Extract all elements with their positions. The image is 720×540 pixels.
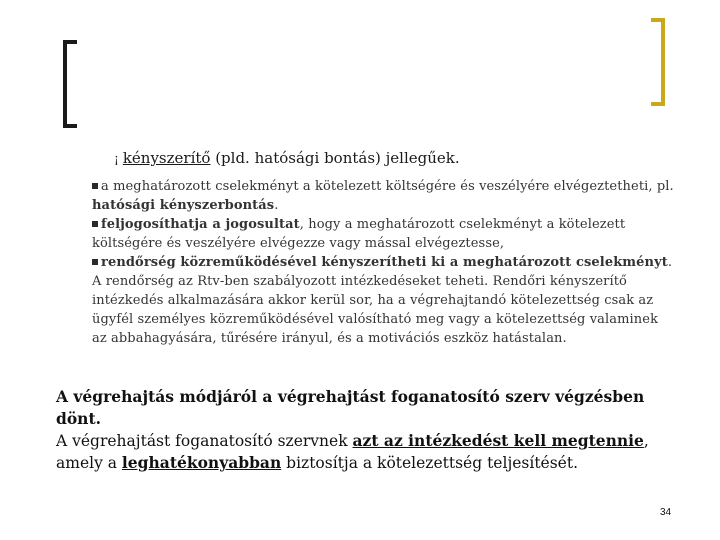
main-line-1 <box>56 386 676 430</box>
bullet-2-bold: feljogosíthatja a jogosultat <box>101 217 300 232</box>
page-number: 34 <box>660 507 672 518</box>
right-bracket-decoration <box>651 18 665 106</box>
square-bullet-icon <box>92 183 98 189</box>
main-p2-b: azt az intézkedést kell megtennie <box>352 431 644 450</box>
main-p2-a: A végrehajtást foganatosító szervnek <box>56 432 353 450</box>
bullet-2-text: , hogy a meghatározott cselekményt a kötelezett költségére és veszélyére elvégezze vagy mással elvégeztesse, <box>92 217 626 251</box>
main-line-2 <box>56 430 676 474</box>
list-item <box>86 177 676 215</box>
bullet-list <box>86 177 676 348</box>
bullet-1-text: a meghatározott cselekményt a kötelezett költségére és veszélyére elvégeztetheti, pl. <box>101 179 674 194</box>
bullet-1-bold: hatósági kényszerbontás <box>92 198 275 213</box>
main-p2-c: , amely a <box>56 432 649 472</box>
main-line-1-bold: A végrehajtás módjáról a végrehajtást foganatosító szerv végzésben dönt. <box>56 387 645 428</box>
main-p2-d: leghatékonyabban <box>121 453 282 472</box>
heading-line <box>114 149 460 167</box>
circle-bullet-icon: ¡ <box>114 152 119 166</box>
bullet-1-end: . <box>274 198 279 213</box>
left-bracket-decoration <box>63 40 77 128</box>
bullet-3-text: . A rendőrség az Rtv-ben szabályozott intézkedéseket teheti. Rendőri kényszerítő intézkedés alkalmazására akkor kerül sor, ha a végrehajtandó kötelezettség csak az ügyfél személyes közreműködésével valósítható meg vagy a kötelezettség valaminek az abbahagyására, tűrésére irányul, és a motivációs eszköz hatástalan. <box>92 255 673 346</box>
list-item <box>86 253 676 348</box>
heading-rest: (pld. hatósági bontás) jellegűek. <box>210 149 460 167</box>
main-paragraph <box>56 386 676 474</box>
list-item <box>86 215 676 253</box>
bullet-3-bold: rendőrség közreműködésével kényszerítheti ki a meghatározott cselekményt <box>101 255 668 270</box>
square-bullet-icon <box>92 259 98 265</box>
main-p2-e: biztosítja a kötelezettség teljesítését. <box>281 454 579 472</box>
heading-underlined: kényszerítő <box>122 149 211 167</box>
square-bullet-icon <box>92 221 98 227</box>
